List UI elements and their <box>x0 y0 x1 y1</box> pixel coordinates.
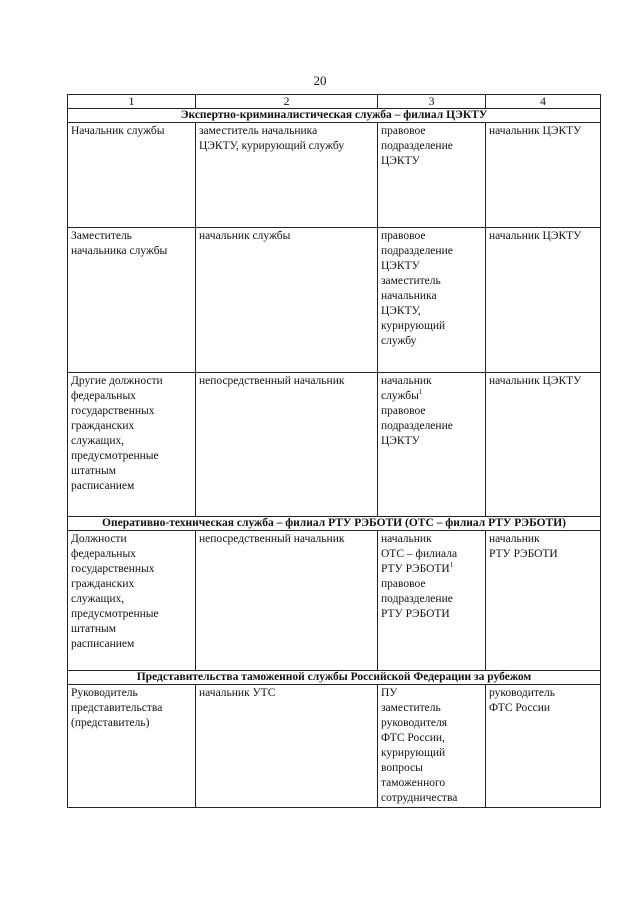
cell-line: руководитель <box>489 687 555 699</box>
cell-line: Заместитель <box>71 230 132 242</box>
supervisor-cell <box>196 685 378 808</box>
head-cell <box>486 373 601 517</box>
cell-line: гражданских <box>71 420 135 432</box>
cell-line: федеральных <box>71 548 136 560</box>
cell-line: начальник ЦЭКТУ <box>489 125 582 137</box>
cell-line: начальника <box>381 290 437 302</box>
cell-line: ЦЭКТУ, курирующий службу <box>199 140 345 152</box>
position-cell <box>68 373 196 517</box>
cell-line <box>381 562 482 577</box>
cell-line: ЦЭКТУ <box>381 155 420 167</box>
approver-cell <box>378 373 486 517</box>
cell-line: предусмотренные <box>71 608 159 620</box>
approver-cell <box>378 531 486 671</box>
head-cell <box>486 685 601 808</box>
position-cell <box>68 531 196 671</box>
cell-line: расписанием <box>71 480 135 492</box>
column-number: 4 <box>486 95 601 109</box>
cell-line: курирующий <box>381 747 446 759</box>
cell-line: подразделение <box>381 140 453 152</box>
cell-line: государственных <box>71 563 155 575</box>
cell-line: начальник <box>381 375 432 387</box>
cell-line: ФТС России, <box>381 732 445 744</box>
cell-line: ОТС – филиала <box>381 548 458 560</box>
cell-line: заместитель <box>381 275 441 287</box>
section-header-row <box>68 517 601 531</box>
cell-line: начальник ЦЭКТУ <box>489 375 582 387</box>
cell-line: подразделение <box>381 593 453 605</box>
cell-line: ЦЭКТУ <box>381 435 420 447</box>
cell-line: представительства <box>71 702 163 714</box>
cell-line: начальника службы <box>71 245 168 257</box>
cell-line: правовое <box>381 578 426 590</box>
section-title: Представительства таможенной службы Российской Федерации за рубежом <box>68 671 601 685</box>
cell-line: начальник службы <box>199 230 291 242</box>
cell-line: начальник <box>489 533 540 545</box>
supervisor-cell <box>196 531 378 671</box>
cell-line: ЦЭКТУ, <box>381 305 421 317</box>
cell-line: таможенного <box>381 777 446 789</box>
cell-line: службу <box>381 335 417 347</box>
cell-line: Должности <box>71 533 127 545</box>
head-cell <box>486 228 601 373</box>
cell-line: ПУ <box>381 687 398 699</box>
head-cell <box>486 123 601 228</box>
supervisor-cell <box>196 373 378 517</box>
page-number: 20 <box>313 73 327 88</box>
footnote-mark: 1 <box>418 388 423 397</box>
table-row <box>68 123 601 228</box>
cell-line: сотрудничества <box>381 792 458 804</box>
responsibility-table <box>67 94 601 808</box>
cell-line: Руководитель <box>71 687 138 699</box>
cell-line: (представитель) <box>71 717 150 729</box>
column-number: 1 <box>68 95 196 109</box>
cell-line: штатным <box>71 623 117 635</box>
section-header-row <box>68 109 601 123</box>
cell-line: курирующий <box>381 320 446 332</box>
position-cell <box>68 123 196 228</box>
cell-line: начальник УТС <box>199 687 276 699</box>
cell-line: непосредственный начальник <box>199 533 345 545</box>
approver-cell <box>378 123 486 228</box>
footnote-mark: 1 <box>449 561 454 570</box>
cell-line: РТУ РЭБОТИ <box>381 608 450 620</box>
cell-text: службы <box>381 390 419 402</box>
cell-line: подразделение <box>381 420 453 432</box>
approver-cell <box>378 228 486 373</box>
cell-line: непосредственный начальник <box>199 375 345 387</box>
cell-line: ЦЭКТУ <box>381 260 420 272</box>
cell-line: вопросы <box>381 762 423 774</box>
cell-line: начальник <box>381 533 432 545</box>
approver-cell <box>378 685 486 808</box>
cell-line: РТУ РЭБОТИ <box>489 548 558 560</box>
cell-line: заместитель начальника <box>199 125 318 137</box>
section-header-row <box>68 671 601 685</box>
position-cell <box>68 228 196 373</box>
cell-line: предусмотренные <box>71 450 159 462</box>
table-row <box>68 685 601 808</box>
cell-line: служащих, <box>71 593 125 605</box>
cell-line: ФТС России <box>489 702 551 714</box>
cell-line: Другие должности <box>71 375 163 387</box>
cell-line <box>381 389 482 404</box>
table-row <box>68 228 601 373</box>
cell-line: гражданских <box>71 578 135 590</box>
cell-line: подразделение <box>381 245 453 257</box>
position-cell <box>68 685 196 808</box>
table-row <box>68 531 601 671</box>
column-number-row <box>68 95 601 109</box>
cell-line: начальник ЦЭКТУ <box>489 230 582 242</box>
column-number: 2 <box>196 95 378 109</box>
cell-line: штатным <box>71 465 117 477</box>
section-title: Экспертно-криминалистическая служба – филиал ЦЭКТУ <box>68 109 601 123</box>
cell-line: расписанием <box>71 638 135 650</box>
supervisor-cell <box>196 123 378 228</box>
cell-line: правовое <box>381 405 426 417</box>
cell-line: правовое <box>381 125 426 137</box>
cell-line: Начальник службы <box>71 125 165 137</box>
section-title: Оперативно-техническая служба – филиал РТУ РЭБОТИ (ОТС – филиал РТУ РЭБОТИ) <box>68 517 601 531</box>
table-row <box>68 373 601 517</box>
column-number: 3 <box>378 95 486 109</box>
cell-text: РТУ РЭБОТИ <box>381 563 450 575</box>
cell-line: правовое <box>381 230 426 242</box>
cell-line: служащих, <box>71 435 125 447</box>
cell-line: руководителя <box>381 717 448 729</box>
cell-line: заместитель <box>381 702 441 714</box>
head-cell <box>486 531 601 671</box>
cell-line: федеральных <box>71 390 136 402</box>
cell-line: государственных <box>71 405 155 417</box>
supervisor-cell <box>196 228 378 373</box>
